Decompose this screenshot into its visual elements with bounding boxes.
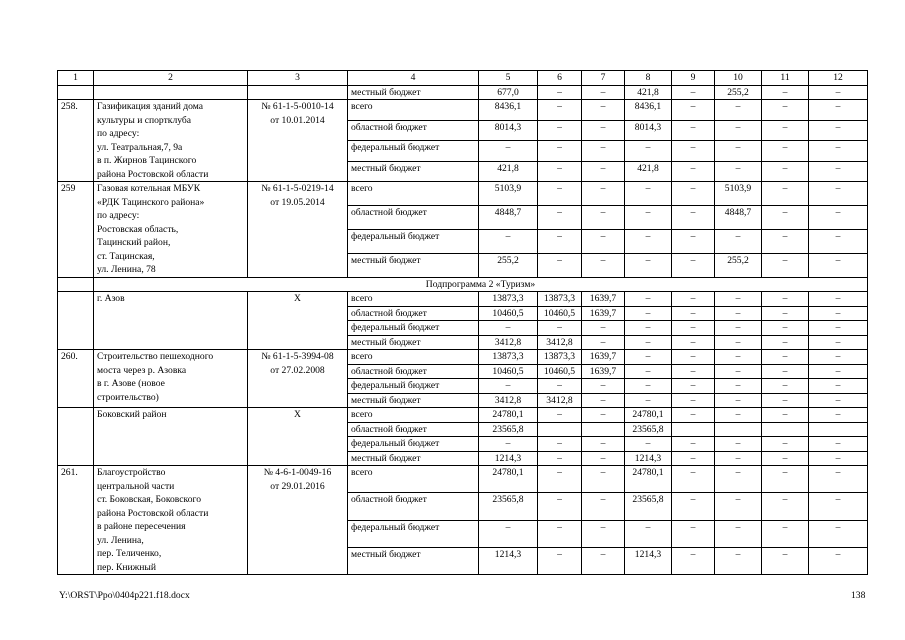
amount-cell: –	[715, 141, 762, 162]
amount-cell: –	[715, 335, 762, 350]
amount-cell: 4848,7	[479, 205, 538, 229]
amount-cell: –	[715, 321, 762, 336]
amount-cell: 1214,3	[625, 547, 672, 574]
amount-cell: –	[582, 100, 625, 121]
amount-cell: –	[479, 141, 538, 162]
amount-cell: 1639,7	[582, 350, 625, 365]
amount-cell: –	[809, 335, 868, 350]
funding-source: федеральный бюджет	[348, 141, 479, 162]
amount-cell: 1214,3	[479, 547, 538, 574]
amount-cell: –	[479, 379, 538, 394]
amount-cell: 255,2	[479, 253, 538, 277]
amount-cell: –	[625, 182, 672, 206]
amount-cell: –	[762, 335, 809, 350]
amount-cell: –	[538, 451, 582, 466]
amount-cell: –	[582, 85, 625, 100]
funding-source: областной бюджет	[348, 493, 479, 520]
amount-cell: –	[762, 306, 809, 321]
amount-cell: –	[538, 321, 582, 336]
amount-cell: 8014,3	[625, 120, 672, 141]
amount-cell: –	[672, 141, 715, 162]
amount-cell: –	[672, 253, 715, 277]
amount-cell: 1639,7	[582, 306, 625, 321]
cell-empty	[58, 85, 94, 100]
table-row	[58, 350, 868, 365]
funding-source: областной бюджет	[348, 364, 479, 379]
amount-cell: –	[809, 451, 868, 466]
amount-cell: –	[625, 253, 672, 277]
amount-cell: 5103,9	[715, 182, 762, 206]
row-number: 259	[58, 182, 94, 278]
amount-cell: –	[809, 306, 868, 321]
amount-cell: –	[582, 547, 625, 574]
funding-source: всего	[348, 100, 479, 121]
amount-cell: –	[672, 85, 715, 100]
object-name: Благоустройство центральной части ст. Боковская, Боковского района Ростовской области в районе пересечения ул. Ленина, пер. Теличенко, пер. Книжный	[94, 466, 248, 575]
amount-cell: –	[762, 229, 809, 253]
amount-cell: –	[762, 253, 809, 277]
column-number: 11	[762, 71, 809, 86]
amount-cell: –	[672, 493, 715, 520]
column-number: 6	[538, 71, 582, 86]
table-row	[58, 182, 868, 206]
document-reference: № 61-1-5-0010-14 от 10.01.2014	[248, 100, 348, 182]
funding-source: всего	[348, 292, 479, 307]
amount-cell: –	[479, 321, 538, 336]
amount-cell: –	[672, 393, 715, 408]
amount-cell	[809, 422, 868, 437]
amount-cell: –	[538, 205, 582, 229]
amount-cell: 10460,5	[538, 306, 582, 321]
amount-cell: –	[809, 379, 868, 394]
amount-cell: –	[715, 451, 762, 466]
cell-empty	[58, 277, 94, 292]
amount-cell: –	[715, 120, 762, 141]
row-number: 258.	[58, 100, 94, 182]
amount-cell: –	[809, 493, 868, 520]
row-number	[58, 292, 94, 350]
amount-cell: –	[582, 335, 625, 350]
amount-cell: –	[672, 229, 715, 253]
amount-cell: –	[762, 161, 809, 182]
amount-cell: –	[625, 141, 672, 162]
amount-cell: –	[715, 306, 762, 321]
amount-cell: 1214,3	[625, 451, 672, 466]
amount-cell: –	[582, 161, 625, 182]
amount-cell: –	[538, 253, 582, 277]
amount-cell	[762, 422, 809, 437]
amount-cell: –	[538, 120, 582, 141]
funding-source: местный бюджет	[348, 335, 479, 350]
amount-cell: 24780,1	[479, 466, 538, 493]
amount-cell: 10460,5	[479, 306, 538, 321]
amount-cell: –	[762, 408, 809, 423]
amount-cell: –	[809, 520, 868, 547]
amount-cell: –	[672, 182, 715, 206]
funding-source: местный бюджет	[348, 85, 479, 100]
document-reference: № 61-1-5-0219-14 от 19.05.2014	[248, 182, 348, 278]
amount-cell: –	[762, 364, 809, 379]
funding-source: областной бюджет	[348, 306, 479, 321]
amount-cell: –	[672, 292, 715, 307]
column-number: 12	[809, 71, 868, 86]
table-row	[58, 408, 868, 423]
amount-cell: –	[715, 100, 762, 121]
cell-empty	[248, 85, 348, 100]
document-reference: Х	[248, 292, 348, 350]
amount-cell: –	[809, 253, 868, 277]
funding-source: всего	[348, 408, 479, 423]
amount-cell: –	[809, 547, 868, 574]
document-reference: № 4-6-1-0049-16 от 29.01.2016	[248, 466, 348, 575]
amount-cell: –	[762, 493, 809, 520]
amount-cell: 23565,8	[479, 493, 538, 520]
column-number: 8	[625, 71, 672, 86]
page-number: 138	[851, 590, 866, 601]
amount-cell: –	[672, 306, 715, 321]
amount-cell: –	[762, 85, 809, 100]
amount-cell: 5103,9	[479, 182, 538, 206]
amount-cell: –	[479, 520, 538, 547]
column-number: 7	[582, 71, 625, 86]
funding-source: всего	[348, 350, 479, 365]
amount-cell: 23565,8	[479, 422, 538, 437]
amount-cell: –	[809, 100, 868, 121]
amount-cell: 10460,5	[538, 364, 582, 379]
funding-source: местный бюджет	[348, 451, 479, 466]
amount-cell: 421,8	[625, 161, 672, 182]
amount-cell: –	[715, 520, 762, 547]
amount-cell: –	[538, 182, 582, 206]
amount-cell: –	[582, 408, 625, 423]
column-number: 10	[715, 71, 762, 86]
amount-cell: –	[715, 437, 762, 452]
amount-cell: –	[538, 141, 582, 162]
amount-cell: 13873,3	[538, 350, 582, 365]
amount-cell: 23565,8	[625, 493, 672, 520]
document-reference: Х	[248, 408, 348, 466]
amount-cell: 24780,1	[479, 408, 538, 423]
column-number: 3	[248, 71, 348, 86]
amount-cell: –	[538, 379, 582, 394]
amount-cell: –	[762, 466, 809, 493]
amount-cell: –	[625, 437, 672, 452]
column-number: 1	[58, 71, 94, 86]
row-number: 261.	[58, 466, 94, 575]
amount-cell: –	[809, 205, 868, 229]
funding-source: федеральный бюджет	[348, 437, 479, 452]
amount-cell: –	[538, 466, 582, 493]
amount-cell: –	[762, 321, 809, 336]
amount-cell: 1214,3	[479, 451, 538, 466]
amount-cell: –	[625, 335, 672, 350]
amount-cell: –	[715, 292, 762, 307]
amount-cell: 1639,7	[582, 364, 625, 379]
column-number: 5	[479, 71, 538, 86]
amount-cell: –	[582, 205, 625, 229]
amount-cell: –	[762, 520, 809, 547]
amount-cell: –	[625, 205, 672, 229]
amount-cell: –	[809, 161, 868, 182]
amount-cell: –	[538, 100, 582, 121]
amount-cell: –	[582, 437, 625, 452]
amount-cell: 3412,8	[479, 393, 538, 408]
funding-source: федеральный бюджет	[348, 321, 479, 336]
amount-cell: –	[715, 393, 762, 408]
amount-cell: –	[672, 437, 715, 452]
table-row	[58, 85, 868, 100]
amount-cell: 3412,8	[479, 335, 538, 350]
amount-cell: –	[582, 229, 625, 253]
amount-cell: –	[809, 321, 868, 336]
amount-cell: –	[538, 520, 582, 547]
funding-source: местный бюджет	[348, 253, 479, 277]
amount-cell: –	[715, 379, 762, 394]
header-row	[58, 71, 868, 86]
amount-cell: –	[538, 229, 582, 253]
amount-cell: –	[762, 292, 809, 307]
amount-cell: –	[625, 393, 672, 408]
amount-cell: 13873,3	[479, 350, 538, 365]
amount-cell: –	[538, 408, 582, 423]
amount-cell: –	[762, 141, 809, 162]
funding-source: местный бюджет	[348, 547, 479, 574]
amount-cell: –	[715, 161, 762, 182]
amount-cell: 3412,8	[538, 393, 582, 408]
amount-cell: –	[582, 451, 625, 466]
amount-cell: –	[582, 182, 625, 206]
amount-cell: 13873,3	[538, 292, 582, 307]
column-number: 4	[348, 71, 479, 86]
amount-cell: –	[582, 493, 625, 520]
amount-cell: –	[625, 292, 672, 307]
amount-cell: –	[762, 182, 809, 206]
amount-cell: –	[809, 466, 868, 493]
funding-source: местный бюджет	[348, 393, 479, 408]
budget-table	[57, 70, 868, 575]
amount-cell: –	[538, 161, 582, 182]
funding-source: всего	[348, 182, 479, 206]
amount-cell	[538, 422, 582, 437]
amount-cell: –	[582, 393, 625, 408]
amount-cell: 8014,3	[479, 120, 538, 141]
amount-cell: –	[625, 306, 672, 321]
amount-cell: 421,8	[479, 161, 538, 182]
amount-cell: 1639,7	[582, 292, 625, 307]
table-row	[58, 466, 868, 493]
amount-cell: –	[582, 520, 625, 547]
table-row	[58, 100, 868, 121]
amount-cell: –	[762, 451, 809, 466]
amount-cell: –	[715, 408, 762, 423]
amount-cell: –	[672, 321, 715, 336]
amount-cell: –	[715, 547, 762, 574]
amount-cell: –	[672, 120, 715, 141]
object-name: Строительство пешеходного моста через р. Азовка в г. Азове (новое строительство)	[94, 350, 248, 408]
amount-cell: –	[809, 350, 868, 365]
amount-cell: –	[762, 547, 809, 574]
amount-cell: –	[809, 437, 868, 452]
amount-cell: –	[809, 292, 868, 307]
column-number: 2	[94, 71, 248, 86]
amount-cell: –	[582, 379, 625, 394]
amount-cell: –	[809, 182, 868, 206]
amount-cell: –	[538, 437, 582, 452]
amount-cell	[672, 422, 715, 437]
amount-cell: –	[809, 393, 868, 408]
amount-cell: –	[715, 350, 762, 365]
column-number: 9	[672, 71, 715, 86]
amount-cell: –	[625, 321, 672, 336]
amount-cell: –	[625, 379, 672, 394]
table-row	[58, 292, 868, 307]
amount-cell: –	[582, 253, 625, 277]
funding-source: федеральный бюджет	[348, 229, 479, 253]
object-name: г. Азов	[94, 292, 248, 350]
funding-source: областной бюджет	[348, 120, 479, 141]
amount-cell: 24780,1	[625, 466, 672, 493]
amount-cell: –	[672, 364, 715, 379]
amount-cell: –	[625, 364, 672, 379]
amount-cell: –	[672, 466, 715, 493]
amount-cell: 255,2	[715, 253, 762, 277]
amount-cell: 8436,1	[625, 100, 672, 121]
amount-cell	[715, 422, 762, 437]
subprogram-title: Подпрограмма 2 «Туризм»	[94, 277, 868, 292]
amount-cell: 10460,5	[479, 364, 538, 379]
amount-cell: –	[762, 100, 809, 121]
row-number: 260.	[58, 350, 94, 408]
amount-cell: –	[762, 379, 809, 394]
file-path: Y:\ORST\Ppo\0404p221.f18.docx	[59, 590, 190, 601]
amount-cell: –	[762, 437, 809, 452]
amount-cell: –	[809, 141, 868, 162]
amount-cell: –	[809, 408, 868, 423]
funding-source: областной бюджет	[348, 422, 479, 437]
amount-cell: 4848,7	[715, 205, 762, 229]
amount-cell: –	[715, 364, 762, 379]
funding-source: местный бюджет	[348, 161, 479, 182]
amount-cell: –	[762, 120, 809, 141]
amount-cell: 3412,8	[538, 335, 582, 350]
amount-cell: 677,0	[479, 85, 538, 100]
amount-cell: –	[479, 229, 538, 253]
amount-cell: –	[672, 161, 715, 182]
amount-cell: 13873,3	[479, 292, 538, 307]
amount-cell: –	[625, 229, 672, 253]
amount-cell: –	[672, 520, 715, 547]
amount-cell	[582, 422, 625, 437]
funding-source: федеральный бюджет	[348, 379, 479, 394]
amount-cell: –	[672, 205, 715, 229]
amount-cell: –	[809, 85, 868, 100]
amount-cell: –	[672, 547, 715, 574]
amount-cell: –	[809, 229, 868, 253]
amount-cell: –	[672, 335, 715, 350]
funding-source: областной бюджет	[348, 205, 479, 229]
amount-cell: –	[672, 451, 715, 466]
amount-cell: –	[715, 466, 762, 493]
amount-cell: –	[538, 85, 582, 100]
amount-cell: –	[672, 379, 715, 394]
amount-cell: 23565,8	[625, 422, 672, 437]
amount-cell: –	[582, 141, 625, 162]
amount-cell: –	[715, 229, 762, 253]
amount-cell: –	[715, 493, 762, 520]
amount-cell: 8436,1	[479, 100, 538, 121]
object-name: Боковский район	[94, 408, 248, 466]
amount-cell: 24780,1	[625, 408, 672, 423]
amount-cell: –	[762, 350, 809, 365]
row-number	[58, 408, 94, 466]
funding-source: федеральный бюджет	[348, 520, 479, 547]
object-name: Газовая котельная МБУК «РДК Тацинского района» по адресу: Ростовская область, Тацинский район, ст. Тацинская, ул. Ленина, 78	[94, 182, 248, 278]
amount-cell: –	[625, 520, 672, 547]
amount-cell: –	[625, 350, 672, 365]
amount-cell: –	[672, 350, 715, 365]
funding-source: всего	[348, 466, 479, 493]
amount-cell: –	[582, 120, 625, 141]
cell-empty	[94, 85, 248, 100]
amount-cell: –	[762, 205, 809, 229]
amount-cell: 255,2	[715, 85, 762, 100]
amount-cell: 421,8	[625, 85, 672, 100]
amount-cell: –	[672, 100, 715, 121]
amount-cell: –	[479, 437, 538, 452]
amount-cell: –	[538, 547, 582, 574]
amount-cell: –	[538, 493, 582, 520]
subprogram-row	[58, 277, 868, 292]
amount-cell: –	[809, 120, 868, 141]
amount-cell: –	[582, 466, 625, 493]
amount-cell: –	[672, 408, 715, 423]
amount-cell: –	[762, 393, 809, 408]
amount-cell: –	[582, 321, 625, 336]
object-name: Газификация зданий дома культуры и спортклуба по адресу: ул. Театральная,7, 9а в п. Жирнов Тацинского района Ростовской области	[94, 100, 248, 182]
amount-cell: –	[809, 364, 868, 379]
document-reference: № 61-1-5-3994-08 от 27.02.2008	[248, 350, 348, 408]
